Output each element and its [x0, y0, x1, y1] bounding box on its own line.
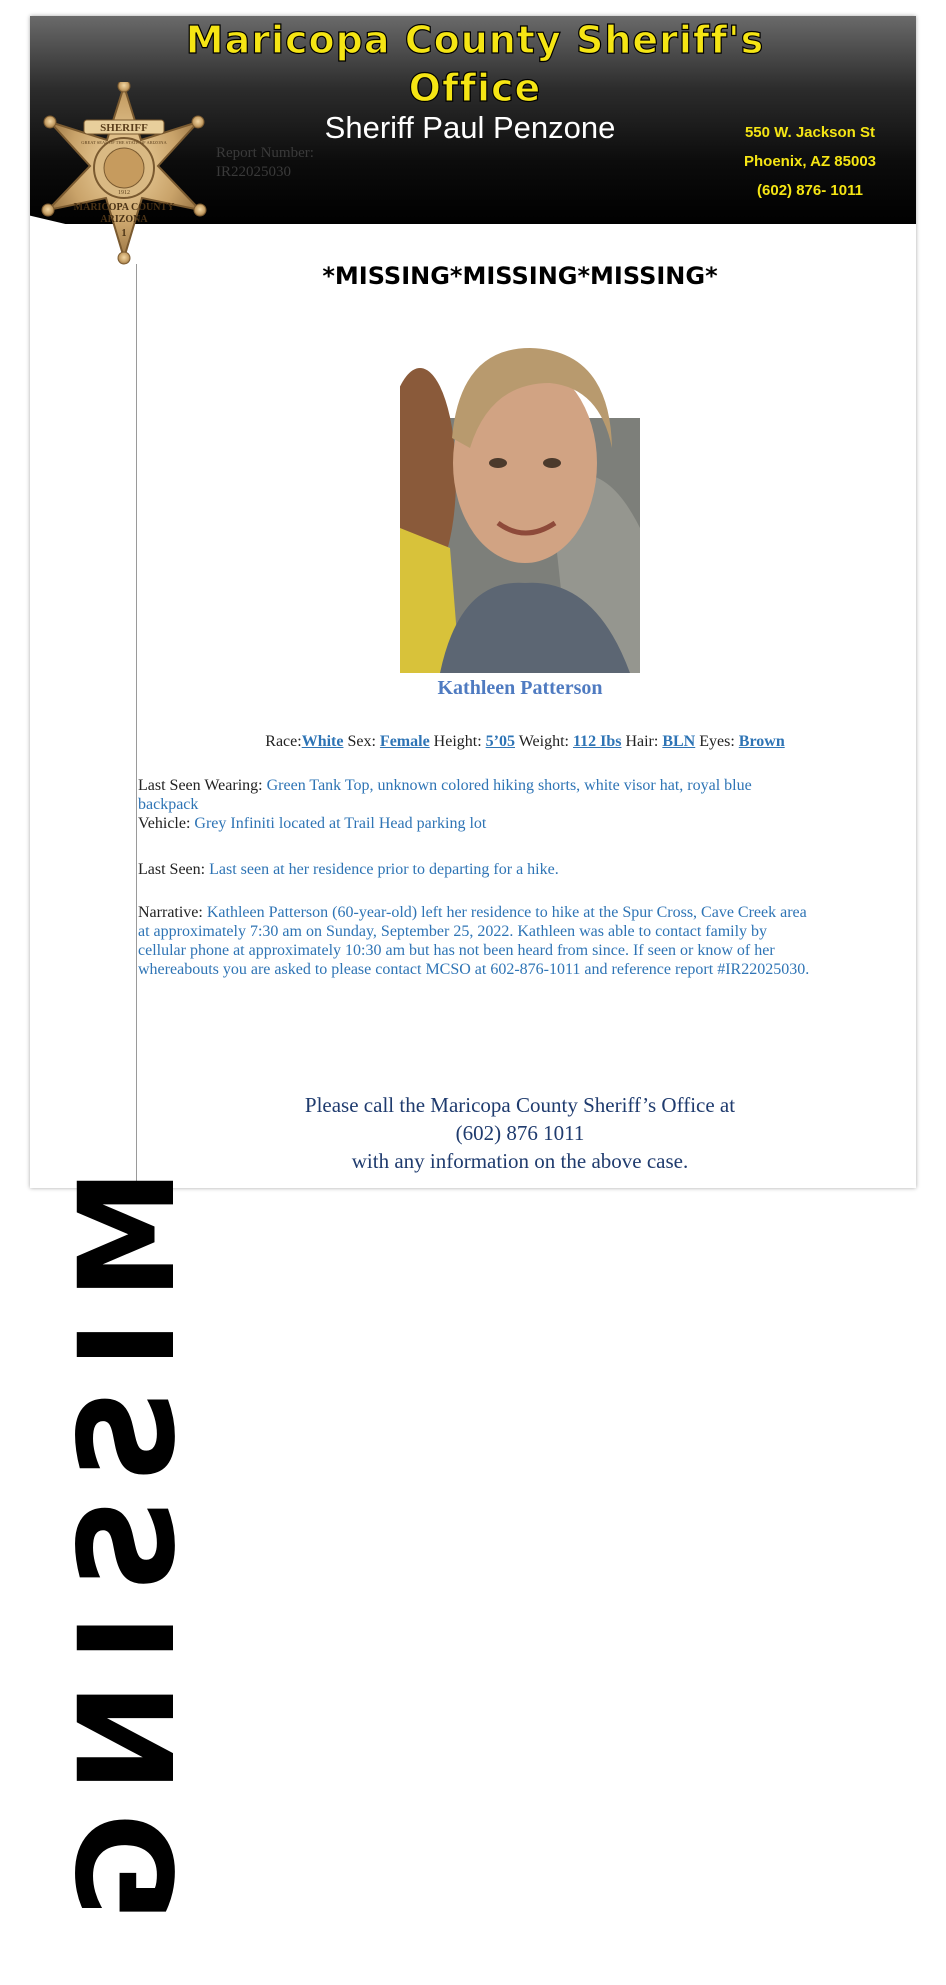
footer-line-1: Please call the Maricopa County Sheriff’s Office at [304, 1093, 736, 1117]
race-label: Race: [265, 733, 302, 750]
wearing-label: Last Seen Wearing: [138, 777, 263, 794]
last-seen-label: Last Seen: [138, 861, 206, 878]
side-banner [30, 264, 137, 1188]
contact-footer [150, 1091, 890, 1175]
narrative-text-1: Kathleen Patterson (60-year-old) left her residence to hike at the Spur Cross, Cave Creek area [206, 904, 807, 921]
badge-county-text: MARICOPA COUNTY [73, 202, 175, 213]
hair-value: BLN [662, 733, 696, 750]
hair-label: Hair: [625, 733, 659, 750]
height-label: Height: [433, 733, 482, 750]
height-value: 5’05 [485, 733, 515, 750]
sex-value: Female [379, 733, 430, 750]
headline: *MISSING*MISSING*MISSING* [322, 262, 718, 290]
side-banner-text [51, 1125, 205, 1985]
side-banner-word: MISSING [51, 1168, 205, 1942]
missing-person-photo [400, 328, 640, 673]
footer-phone: (602) 876 1011 [455, 1121, 585, 1145]
vehicle-label: Vehicle: [138, 815, 191, 832]
sex-label: Sex: [347, 733, 376, 750]
eyes-value: Brown [738, 733, 785, 750]
physical-description [140, 733, 910, 751]
badge-top-text: SHERIFF [100, 122, 148, 134]
narrative-text-2: at approximately 7:30 am on Sunday, September 25, 2022. Kathleen was able to contact family by [138, 923, 768, 940]
wearing-value-continued: backpack [138, 796, 199, 813]
narrative-text-3: cellular phone at approximately 10:30 am but has not been heard from since. If seen or know of her [138, 942, 775, 959]
missing-person-name: Kathleen Patterson [437, 677, 603, 699]
badge-number: 1 [121, 228, 127, 239]
narrative-line-1 [138, 903, 908, 922]
footer-line-3: with any information on the above case. [351, 1149, 689, 1173]
wearing-value: Green Tank Top, unknown colored hiking shorts, white visor hat, royal blue [266, 777, 752, 794]
race-value: White [301, 733, 344, 750]
office-address [710, 118, 910, 205]
sheriff-name: Sheriff Paul Penzone [324, 110, 616, 145]
address-street: 550 W. Jackson St [744, 124, 876, 141]
agency-name-line-2: Office [408, 66, 542, 110]
narrative [138, 903, 908, 979]
eyes-label: Eyes: [699, 733, 735, 750]
portrait-image [400, 328, 640, 673]
weight-value: 112 Ibs [572, 733, 622, 750]
badge-state-text: ARIZONA [100, 214, 148, 225]
vehicle-info [138, 814, 908, 833]
address-phone: (602) 876- 1011 [757, 182, 863, 199]
agency-name-line-1: Maricopa County Sheriff's [185, 18, 765, 62]
narrative-label: Narrative: [138, 904, 203, 921]
vehicle-value: Grey Infiniti located at Trail Head parking lot [194, 815, 487, 832]
report-number-watermark [216, 144, 314, 182]
last-seen-wearing [138, 776, 908, 795]
clothing-and-vehicle [138, 776, 908, 833]
badge-seal-text: GREAT SEAL OF THE STATE OF ARIZONA [81, 140, 167, 145]
weight-label: Weight: [518, 733, 569, 750]
last-seen [138, 860, 908, 879]
badge-seal-year: 1912 [118, 190, 130, 196]
last-seen-value: Last seen at her residence prior to departing for a hike. [209, 861, 559, 878]
sheriff-star-badge-icon [38, 82, 210, 268]
address-city: Phoenix, AZ 85003 [744, 153, 876, 170]
report-number-value: IR22025030 [216, 164, 291, 180]
report-number-label: Report Number: [216, 145, 314, 161]
narrative-text-4: whereabouts you are asked to please contact MCSO at 602-876-1011 and reference report #IR22025030. [138, 961, 810, 978]
